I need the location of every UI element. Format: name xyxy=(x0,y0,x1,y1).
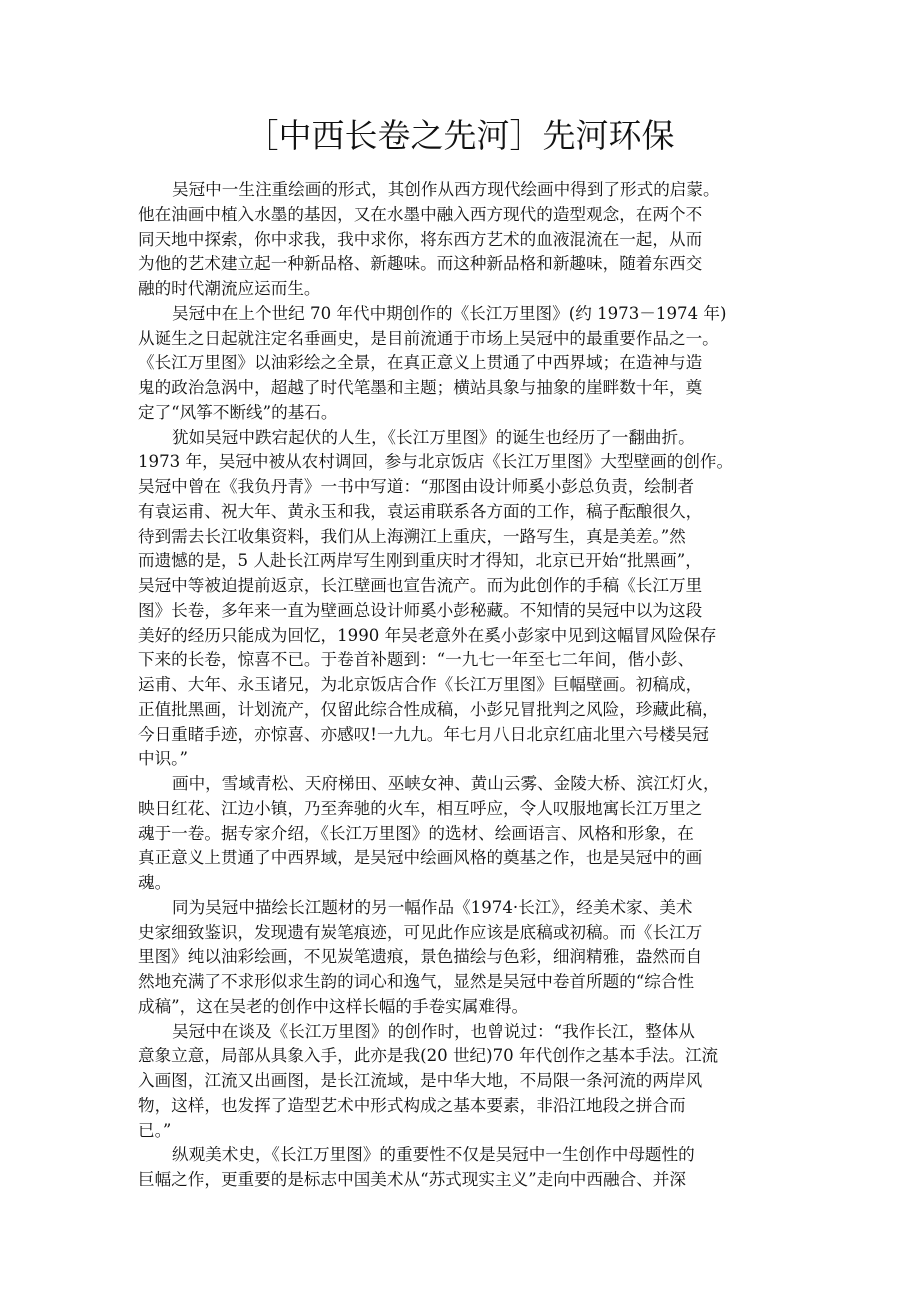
text-line: 史家细致鉴识，发现遗有炭笔痕迹，可见此作应该是底稿或初稿。而《长江万 xyxy=(138,922,703,942)
article-body xyxy=(138,178,808,1193)
text-line: 《长江万里图》以油彩绘之全景，在真正意义上贯通了中西界域；在造神与造 xyxy=(138,353,703,373)
text-line: 然地充满了不求形似求生韵的词心和逸气，显然是吴冠中卷首所题的“综合性 xyxy=(138,972,695,991)
text-line: 鬼的政治急涡中，超越了时代笔墨和主题；横站具象与抽象的崖畔数十年，奠 xyxy=(138,378,703,397)
text-line: 从诞生之日起就注定名垂画史，是目前流通于市场上吴冠中的最重要作品之一。 xyxy=(138,328,719,348)
text-line: 而遗憾的是，5 人赴长江两岸写生刚到重庆时才得知，北京已开始“批黑画”， xyxy=(138,551,702,571)
text-line: 入画图，江流又出画图，是长江流域，是中华大地，不局限一条河流的两岸风 xyxy=(138,1071,703,1090)
text-line: 意象立意，局部从具象入手，此亦是我(20 世纪)70 年代创作之基本手法。江流 xyxy=(138,1046,719,1066)
text-line: 美好的经历只能成为回忆，1990 年吴老意外在奚小彭家中见到这幅冒风险保存 xyxy=(138,625,717,645)
text-line: 定了“风筝不断线”的基石。 xyxy=(138,402,338,422)
text-line: 映日红花、江边小镇，乃至奔驰的火车，相互呼应，令人叹服地寓长江万里之 xyxy=(138,798,703,818)
paragraph xyxy=(138,772,808,896)
text-line: 运甫、大年、永玉诸兄，为北京饭店合作《长江万里图》巨幅壁画。初稿成， xyxy=(138,675,703,694)
text-line: 同为吴冠中描绘长江题材的另一幅作品《1974·长江》，经美术家、美术 xyxy=(172,897,693,917)
text-line: 图》长卷，多年来一直为壁画总设计师奚小彭秘藏。不知情的吴冠中以为这段 xyxy=(138,600,703,620)
text-line: 成稿”，这在吴老的创作中这样长幅的手卷实属难得。 xyxy=(138,996,529,1016)
paragraph xyxy=(138,1020,808,1144)
text-line: 今日重睹手迹，亦惊喜、亦感叹!一九九。年七月八日北京红庙北里六号楼吴冠 xyxy=(138,724,709,744)
text-line: 真正意义上贯通了中西界域，是吴冠中绘画风格的奠基之作，也是吴冠中的画 xyxy=(138,848,703,868)
text-line: 里图》纯以油彩绘画，不见炭笔遗痕，景色描绘与色彩，细润精雅，盎然而自 xyxy=(138,947,703,967)
text-line: 魂于一卷。据专家介绍，《长江万里图》的选材、绘画语言、风格和形象，在 xyxy=(138,823,694,843)
text-line: 下来的长卷，惊喜不已。于卷首补题到：“一九七一年至七二年间，偕小彭、 xyxy=(138,650,695,670)
text-line: 物，这样，也发挥了造型艺术中形式构成之基本要素，非沿江地段之拼合而 xyxy=(138,1095,686,1115)
text-line: 吴冠中在谈及《长江万里图》的创作时，也曾说过：“我作长江，整体从 xyxy=(172,1021,695,1041)
text-line: 吴冠中在上个世纪 70 年代中期创作的《长江万里图》(约 1973－1974 年) xyxy=(172,303,727,323)
text-line: 正值批黑画，计划流产，仅留此综合性成稿，小彭兄冒批判之风险，珍藏此稿， xyxy=(138,699,719,719)
text-line: 同天地中探索，你中求我，我中求你，将东西方艺术的血液混流在一起，从而 xyxy=(138,229,703,249)
paragraph xyxy=(138,178,808,302)
text-line: 魂。 xyxy=(138,873,172,892)
text-line: 为他的艺术建立起一种新品格、新趣味。而这种新品格和新趣味，随着东西交 xyxy=(138,254,703,274)
paragraph xyxy=(138,426,808,773)
text-line: 待到需去长江收集资料，我们从上海溯江上重庆，一路写生，真是美差。”然 xyxy=(138,526,686,546)
text-line: 纵观美术史，《长江万里图》的重要性不仅是吴冠中一生创作中母题性的 xyxy=(172,1145,695,1165)
text-line: 吴冠中等被迫提前返京，长江壁画也宣告流产。而为此创作的手稿《长江万里 xyxy=(138,576,703,595)
text-line: 已。” xyxy=(138,1120,172,1140)
text-line: 吴冠中曾在《我负丹青》一书中写道：“那图由设计师奚小彭总负责，绘制者 xyxy=(138,477,695,496)
paragraph xyxy=(138,302,808,426)
page-title: ［中西长卷之先河］先河环保 xyxy=(245,116,675,155)
text-line: 1973 年，吴冠中被从农村调回，参与北京饭店《长江万里图》大型壁画的创作。 xyxy=(138,452,734,472)
text-line: 中识。” xyxy=(138,749,188,769)
text-line: 他在油画中植入水墨的基因，又在水墨中融入西方现代的造型观念，在两个不 xyxy=(138,204,703,224)
paragraph xyxy=(138,1143,808,1193)
text-line: 巨幅之作，更重要的是标志中国美术从“苏式现实主义”走向中西融合、并深 xyxy=(138,1170,686,1189)
text-line: 融的时代潮流应运而生。 xyxy=(138,279,321,298)
paragraph xyxy=(138,896,808,1020)
text-line: 吴冠中一生注重绘画的形式，其创作从西方现代绘画中得到了形式的启蒙。 xyxy=(172,180,720,199)
text-line: 画中，雪域青松、天府梯田、巫峡女神、黄山云雾、金陵大桥、滨江灯火， xyxy=(172,774,720,793)
text-line: 有袁运甫、祝大年、黄永玉和我，袁运甫联系各方面的工作，稿子酝酿很久， xyxy=(138,501,703,521)
text-line: 犹如吴冠中跌宕起伏的人生，《长江万里图》的诞生也经历了一翻曲折。 xyxy=(172,427,695,447)
